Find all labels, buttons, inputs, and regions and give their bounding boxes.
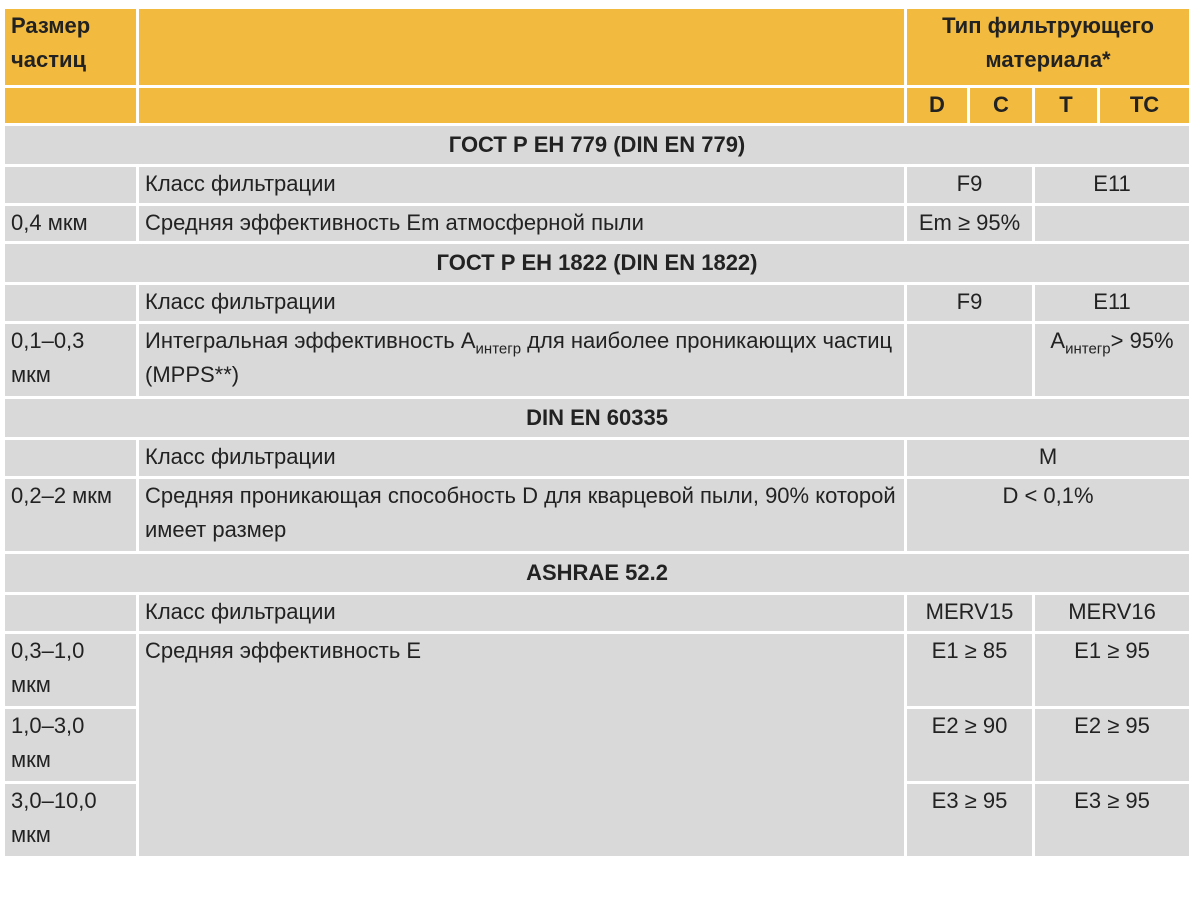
value-dc: Em ≥ 95%	[907, 206, 1032, 241]
type-d-header: D	[907, 88, 967, 123]
param-label-subscript: интегр	[475, 340, 522, 358]
value-ttc: E1 ≥ 95	[1035, 634, 1189, 706]
material-type-header: Тип фильтрующего материала*	[907, 9, 1189, 85]
size-cell	[5, 167, 136, 203]
value-all: M	[907, 440, 1189, 476]
section-title: DIN EN 60335	[5, 399, 1189, 437]
header-blank	[139, 88, 904, 123]
header-row	[5, 9, 1189, 85]
value-all: D < 0,1%	[907, 479, 1189, 551]
type-tc-header: TC	[1100, 88, 1189, 123]
param-label: Класс фильтрации	[139, 440, 904, 476]
table-row	[5, 634, 1189, 706]
header-type-row	[5, 88, 1189, 123]
size-column-header: Размер частиц	[5, 9, 136, 85]
param-label-part: Интегральная эффективность A	[145, 328, 476, 353]
size-cell: 0,2–2 мкм	[5, 479, 136, 551]
value-part: > 95%	[1110, 328, 1174, 353]
value-dc: E1 ≥ 85	[907, 634, 1032, 706]
size-cell: 0,1–0,3 мкм	[5, 324, 136, 396]
param-label-part: для наиболее проникающих частиц (MPPS**)	[145, 328, 893, 387]
value-dc: E3 ≥ 95	[907, 784, 1032, 856]
value-dc	[907, 324, 1032, 396]
value-dc: MERV15	[907, 595, 1032, 631]
value-dc: E2 ≥ 90	[907, 709, 1032, 781]
table-row	[5, 440, 1189, 476]
value-part: A	[1050, 328, 1066, 353]
param-label: Средняя эффективность E	[139, 634, 904, 856]
param-label: Класс фильтрации	[139, 595, 904, 631]
section-row	[5, 126, 1189, 164]
section-row	[5, 399, 1189, 437]
type-c-header: C	[970, 88, 1032, 123]
value-ttc	[1035, 324, 1189, 396]
size-cell: 1,0–3,0 мкм	[5, 709, 136, 781]
section-title: ASHRAE 52.2	[5, 554, 1189, 592]
value-ttc: E11	[1035, 285, 1189, 321]
table-row	[5, 206, 1189, 241]
value-ttc: E11	[1035, 167, 1189, 203]
param-label	[139, 324, 904, 396]
table-row	[5, 595, 1189, 631]
size-cell	[5, 440, 136, 476]
param-label: Средняя эффективность Em атмосферной пыли	[139, 206, 904, 241]
section-row	[5, 244, 1189, 282]
value-dc: F9	[907, 167, 1032, 203]
table-row	[5, 479, 1189, 551]
filter-spec-table	[2, 6, 1192, 859]
section-row	[5, 554, 1189, 592]
size-cell: 3,0–10,0 мкм	[5, 784, 136, 856]
size-cell	[5, 285, 136, 321]
param-label: Класс фильтрации	[139, 167, 904, 203]
value-ttc: MERV16	[1035, 595, 1189, 631]
value-subscript: интегр	[1065, 340, 1111, 358]
value-ttc: E3 ≥ 95	[1035, 784, 1189, 856]
param-label: Средняя проникающая способность D для кварцевой пыли, 90% которой имеет размер	[139, 479, 904, 551]
section-title: ГОСТ Р ЕН 779 (DIN EN 779)	[5, 126, 1189, 164]
param-label: Класс фильтрации	[139, 285, 904, 321]
type-t-header: T	[1035, 88, 1097, 123]
value-dc: F9	[907, 285, 1032, 321]
value-ttc: E2 ≥ 95	[1035, 709, 1189, 781]
table-row	[5, 324, 1189, 396]
size-cell: 0,3–1,0 мкм	[5, 634, 136, 706]
size-cell: 0,4 мкм	[5, 206, 136, 241]
size-cell	[5, 595, 136, 631]
header-blank	[139, 9, 904, 85]
value-ttc	[1035, 206, 1189, 241]
table-row	[5, 167, 1189, 203]
section-title: ГОСТ Р ЕН 1822 (DIN EN 1822)	[5, 244, 1189, 282]
header-blank	[5, 88, 136, 123]
table-row	[5, 285, 1189, 321]
